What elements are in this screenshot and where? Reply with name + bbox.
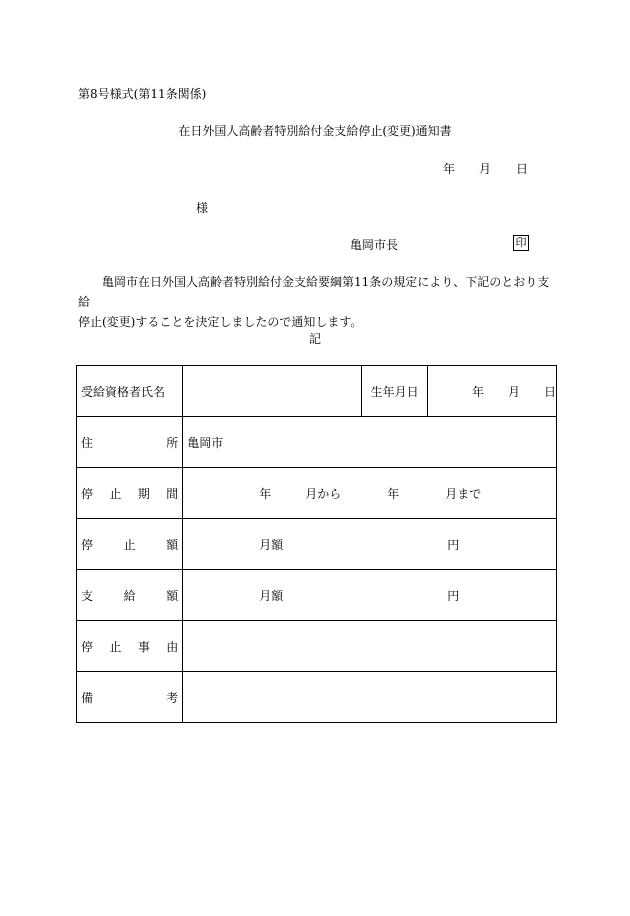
reason-label	[77, 621, 183, 672]
remarks-value[interactable]	[183, 672, 557, 723]
pay-monthly-label: 月額	[259, 588, 284, 603]
date-month: 月	[479, 162, 492, 176]
label-char: 間	[166, 486, 179, 501]
stop-yen-unit: 円	[447, 537, 460, 552]
label-char: 停	[81, 639, 94, 654]
label-char: 額	[166, 537, 179, 552]
label-char: 停	[81, 537, 94, 552]
period-month-2: 月まで	[445, 486, 482, 501]
period-label	[77, 468, 183, 519]
address-value[interactable]	[183, 417, 557, 468]
period-value[interactable]	[183, 468, 557, 519]
label-char: 止	[109, 486, 122, 501]
period-month-1: 月から	[305, 486, 342, 501]
birth-month: 月	[507, 384, 520, 399]
label-char: 備	[81, 690, 94, 705]
label-char: 止	[109, 639, 122, 654]
birth-value[interactable]	[427, 366, 556, 417]
birth-year: 年	[471, 384, 484, 399]
seal-mark: 印	[513, 235, 529, 251]
notice-body	[78, 272, 556, 332]
label-char: 額	[166, 588, 179, 603]
form-number: 第8号様式(第11条関係)	[78, 87, 207, 101]
label-char: 給	[123, 588, 136, 603]
pay-yen-unit: 円	[447, 588, 460, 603]
address-text: 亀岡市	[187, 435, 224, 450]
label-char: 由	[166, 639, 179, 654]
notice-table	[76, 365, 557, 723]
remarks-label	[77, 672, 183, 723]
period-year-1: 年	[259, 486, 272, 501]
body-line-2: 停止(変更)することを決定しましたので通知します。	[78, 315, 363, 329]
addressee-suffix: 様	[196, 201, 209, 215]
label-char: 止	[123, 537, 136, 552]
table-row	[77, 519, 557, 570]
body-line-1: 亀岡市在日外国人高齢者特別給付金支給要綱第11条の規定により、下記のとおり支給	[78, 275, 550, 309]
stop-monthly-label: 月額	[259, 537, 284, 552]
issue-date	[443, 160, 528, 177]
name-value[interactable]	[183, 366, 362, 417]
pay-amount-value[interactable]	[183, 570, 557, 621]
table-row	[77, 417, 557, 468]
table-row	[77, 570, 557, 621]
date-day: 日	[516, 162, 529, 176]
stop-amount-value[interactable]	[183, 519, 557, 570]
table-row	[77, 621, 557, 672]
label-char: 住	[81, 435, 94, 450]
document-title: 在日外国人高齢者特別給付金支給停止(変更)通知書	[178, 124, 452, 138]
label-char: 停	[81, 486, 94, 501]
birth-label: 生年月日	[362, 366, 428, 417]
table-row	[77, 672, 557, 723]
name-label: 受給資格者氏名	[77, 366, 183, 417]
pay-amount-label	[77, 570, 183, 621]
stop-amount-label	[77, 519, 183, 570]
date-year: 年	[443, 162, 456, 176]
label-char: 期	[137, 486, 150, 501]
table-row	[77, 366, 557, 417]
period-year-2: 年	[387, 486, 400, 501]
ki-heading: 記	[308, 332, 321, 346]
issuer-name: 亀岡市長	[350, 238, 399, 252]
birth-day: 日	[543, 384, 556, 399]
address-label	[77, 417, 183, 468]
label-char: 事	[137, 639, 150, 654]
label-char: 考	[166, 690, 179, 705]
label-char: 支	[81, 588, 94, 603]
reason-value[interactable]	[183, 621, 557, 672]
table-row	[77, 468, 557, 519]
label-char: 所	[166, 435, 179, 450]
